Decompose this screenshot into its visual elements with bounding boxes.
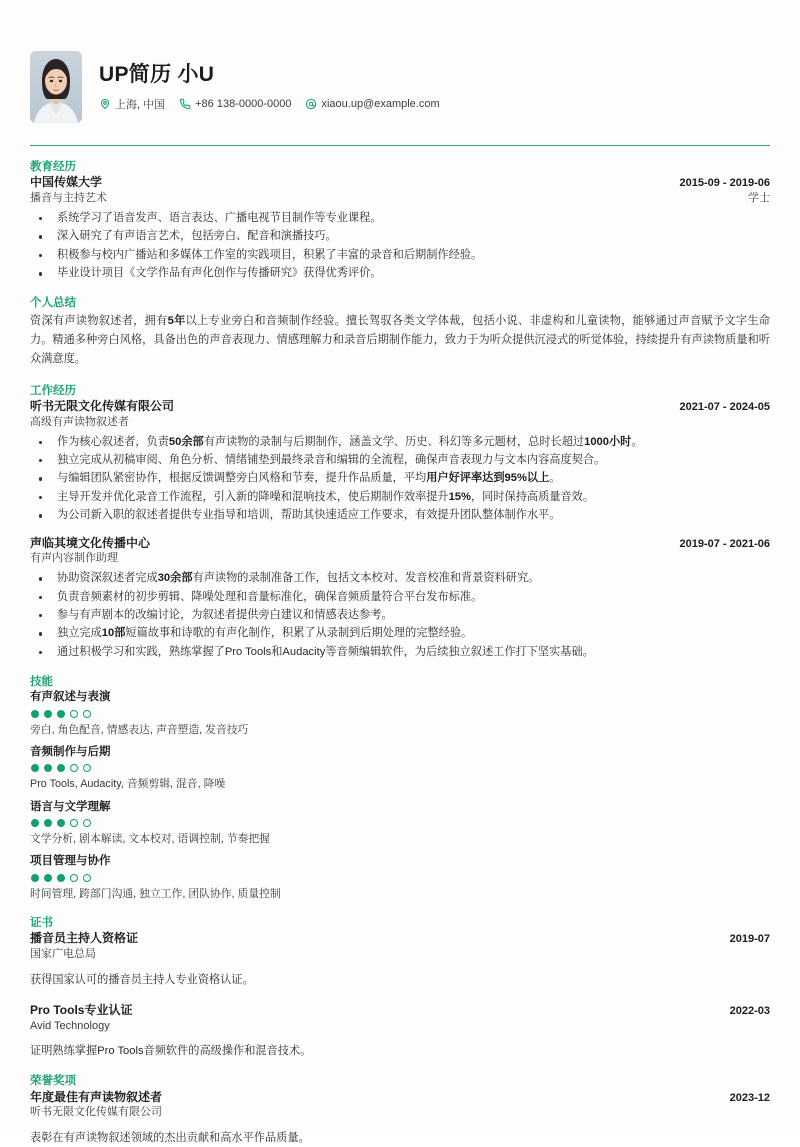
work-bullets (30, 434, 770, 525)
skill-level-dots (31, 874, 770, 882)
certificate-date: 2019-07 (729, 933, 770, 946)
skill-dot-filled (44, 819, 52, 827)
award-issuer: 听书无限文化传媒有限公司 (30, 1106, 162, 1119)
skill-dot-empty (70, 874, 78, 882)
contact-phone (179, 98, 291, 110)
contact-location (99, 96, 165, 112)
resume-body (22, 160, 778, 1147)
skill-dot-filled (57, 874, 65, 882)
education-school: 中国传媒大学 (30, 175, 103, 190)
section-title-awards: 荣誉奖项 (30, 1075, 76, 1088)
header-divider (30, 145, 770, 146)
skill-tags: 时间管理, 跨部门沟通, 独立工作, 团队协作, 质量控制 (30, 887, 281, 900)
certificate-description: 证明熟练掌握Pro Tools音频软件的高级操作和混音技术。 (30, 1045, 312, 1058)
work-bullets (30, 570, 770, 661)
location-pin-icon (99, 98, 111, 110)
skill-dot-filled (31, 710, 39, 718)
work-company: 听书无限文化传媒有限公司 (30, 399, 175, 414)
skill-dot-empty (70, 819, 78, 827)
work-date: 2021-07 - 2024-05 (679, 401, 770, 414)
skill-item (30, 854, 770, 902)
bullet-item: 与编辑团队紧密协作，根据反馈调整旁白风格和节奏，提升作品质量，平均用户好评率达到95%以上。 (30, 470, 770, 487)
section-summary (30, 296, 770, 369)
skill-dot-filled (44, 710, 52, 718)
work-role: 高级有声读物叙述者 (30, 415, 129, 428)
page-title: UP简历 小U (99, 62, 215, 86)
section-work (30, 384, 770, 661)
skill-dot-empty (83, 764, 91, 772)
identity-block (99, 62, 454, 112)
skills-list (30, 690, 770, 902)
contact-email (305, 98, 439, 110)
skill-tags: 文学分析, 剧本解读, 文本校对, 语调控制, 节奏把握 (30, 833, 270, 846)
work-entry (30, 536, 770, 661)
skill-dot-filled (31, 874, 39, 882)
certificate-item (30, 1003, 770, 1060)
certificate-issuer: Avid Technology (30, 1019, 110, 1032)
skill-level-dots (31, 819, 770, 827)
education-major: 播音与主持艺术 (30, 192, 107, 205)
resume-header (22, 0, 778, 123)
bullet-item: 独立完成从初稿审阅、角色分析、情绪铺垫到最终录音和编辑的全流程，确保声音表现力与文本内容高度契合。 (30, 452, 770, 469)
award-description: 表彰在有声读物叙述领域的杰出贡献和高水平作品质量。 (30, 1132, 310, 1145)
bullet-item: 积极参与校内广播站和多媒体工作室的实践项目，积累了丰富的录音和后期制作经验。 (30, 247, 770, 264)
education-entry (30, 175, 770, 282)
avatar (30, 51, 82, 123)
skill-level-dots (31, 764, 770, 772)
skill-tags: Pro Tools, Audacity, 音频剪辑, 混音, 降噪 (30, 778, 226, 791)
skill-item (30, 690, 770, 738)
skill-name: 音频制作与后期 (30, 745, 111, 758)
certificate-description: 获得国家认可的播音员主持人专业资格认证。 (30, 973, 254, 986)
section-title-summary: 个人总结 (30, 297, 76, 310)
section-awards (30, 1074, 770, 1147)
section-education (30, 160, 770, 282)
education-degree: 学士 (748, 192, 770, 205)
certificate-issuer: 国家广电总局 (30, 948, 96, 961)
certificate-name: Pro Tools专业认证 (30, 1002, 133, 1017)
skill-dot-filled (57, 819, 65, 827)
skill-level-dots (31, 710, 770, 718)
work-role: 有声内容制作助理 (30, 552, 118, 565)
skill-dot-empty (83, 819, 91, 827)
email-icon (305, 98, 317, 110)
section-title-skills: 技能 (30, 675, 53, 688)
bullet-item: 协助资深叙述者完成30余部有声读物的录制准备工作，包括文本校对、发音校准和背景资料研究。 (30, 570, 770, 587)
education-bullets (30, 210, 770, 282)
section-title-education: 教育经历 (30, 161, 76, 173)
bullet-item: 作为核心叙述者，负责50余部有声读物的录制与后期制作，涵盖文学、历史、科幻等多元题材，总时长超过1000小时。 (30, 434, 770, 451)
skill-dot-filled (57, 764, 65, 772)
bullet-item: 通过积极学习和实践，熟练掌握了Pro Tools和Audacity等音频编辑软件，为后续独立叙述工作打下坚实基础。 (30, 644, 770, 661)
bullet-item: 主导开发并优化录音工作流程，引入新的降噪和混响技术，使后期制作效率提升15%，同时保持高质量音效。 (30, 489, 770, 506)
skill-name: 项目管理与协作 (30, 855, 111, 868)
bullet-item: 为公司新入职的叙述者提供专业指导和培训，帮助其快速适应工作要求，有效提升团队整体制作水平。 (30, 507, 770, 524)
skill-tags: 旁白, 角色配音, 情感表达, 声音塑造, 发音技巧 (30, 723, 249, 736)
award-item (30, 1090, 770, 1147)
skill-dot-empty (83, 874, 91, 882)
skill-dot-filled (31, 819, 39, 827)
bullet-item: 参与有声剧本的改编讨论，为叙述者提供旁白建议和情感表达参考。 (30, 607, 770, 624)
bullet-item: 负责音频素材的初步剪辑、降噪处理和音量标准化，确保音频质量符合平台发布标准。 (30, 589, 770, 606)
skill-name: 语言与文学理解 (30, 800, 111, 813)
contact-phone-text: +86 138-0000-0000 (195, 98, 292, 111)
award-name: 年度最佳有声读物叙述者 (30, 1089, 163, 1104)
skill-item (30, 800, 770, 848)
phone-icon (179, 98, 191, 110)
bullet-item: 独立完成10部短篇故事和诗歌的有声化制作，积累了从录制到后期处理的完整经验。 (30, 625, 770, 642)
skill-item (30, 745, 770, 793)
skill-dot-filled (31, 764, 39, 772)
skill-dot-empty (70, 764, 78, 772)
section-title-work: 工作经历 (30, 384, 76, 397)
contact-email-text: xiaou.up@example.com (321, 98, 440, 111)
certificate-item (30, 931, 770, 988)
section-title-certificates: 证书 (30, 916, 53, 929)
skill-dot-filled (44, 874, 52, 882)
skill-dot-empty (70, 710, 78, 718)
certificate-name: 播音员主持人资格证 (30, 931, 139, 946)
skill-dot-empty (83, 710, 91, 718)
certificate-date: 2022-03 (729, 1004, 770, 1017)
contact-list (99, 96, 454, 112)
summary-text: 资深有声读物叙述者，拥有5年以上专业旁白和音频制作经验。擅长驾驭各类文学体裁，包括小说、非虚构和儿童读物，能够通过声音赋予文字生命力。精通多种旁白风格，具备出色的声音表现力、情感理解力和录音后期制作能力，致力于为听众提供沉浸式的听觉体验，持续提升有声读物质量和听众满意度。 (30, 314, 770, 366)
bullet-item: 系统学习了语音发声、语言表达、广播电视节目制作等专业课程。 (30, 210, 770, 227)
work-date: 2019-07 - 2021-06 (679, 537, 770, 550)
contact-location-text: 上海, 中国 (115, 99, 166, 112)
skill-name: 有声叙述与表演 (30, 691, 111, 704)
section-skills (30, 675, 770, 902)
work-entry (30, 399, 770, 524)
award-date: 2023-12 (729, 1091, 770, 1104)
skill-dot-filled (44, 764, 52, 772)
bullet-item: 深入研究了有声语言艺术，包括旁白、配音和演播技巧。 (30, 228, 770, 245)
section-certificates (30, 916, 770, 1060)
education-date: 2015-09 - 2019-06 (679, 177, 770, 190)
skill-dot-filled (57, 710, 65, 718)
work-company: 声临其境文化传播中心 (30, 535, 151, 550)
bullet-item: 毕业设计项目《文学作品有声化创作与传播研究》获得优秀评价。 (30, 265, 770, 282)
